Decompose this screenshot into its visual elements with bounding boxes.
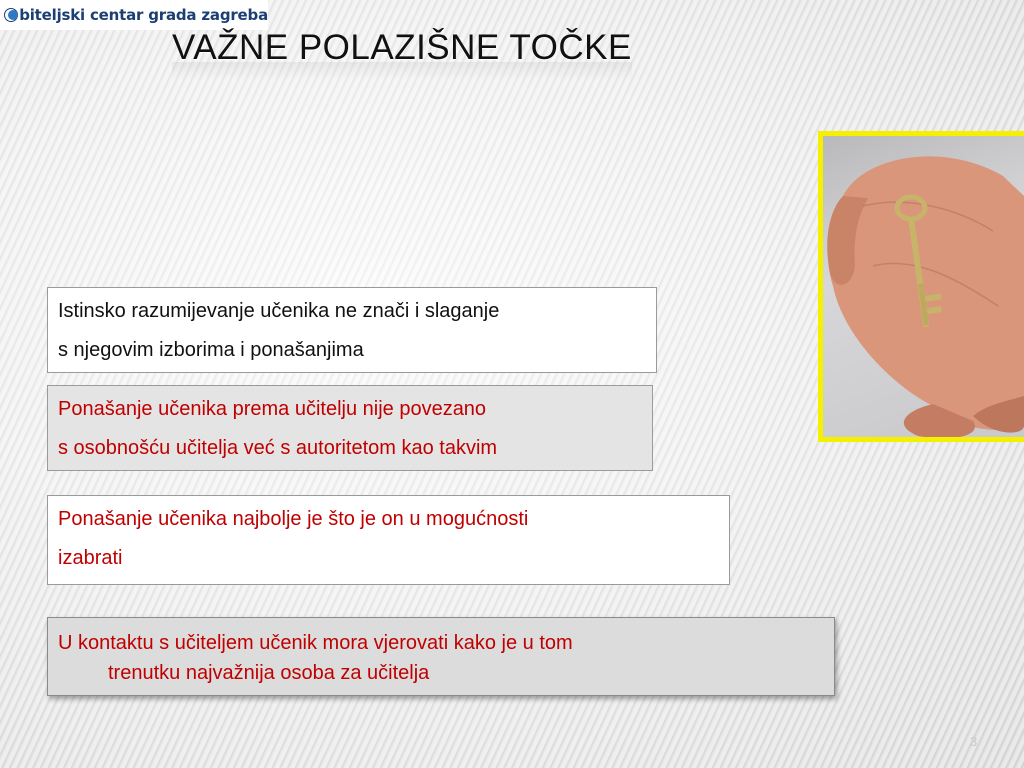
logo-text: biteljski centar grada zagreba bbox=[19, 6, 268, 24]
slide-title: VAŽNE POLAZIŠNE TOČKE bbox=[172, 28, 632, 67]
logo bbox=[0, 0, 268, 30]
statement-2-line-1: Ponašanje učenika prema učitelju nije povezano bbox=[58, 398, 487, 420]
statement-box-1 bbox=[47, 287, 657, 373]
statement-3-line-2: izabrati bbox=[58, 547, 123, 569]
statement-box-3 bbox=[47, 495, 730, 585]
statement-1-line-1: Istinsko razumijevanje učenika ne znači i slaganje bbox=[58, 300, 500, 322]
logo-mark-icon bbox=[4, 7, 17, 23]
statement-3-line-1: Ponašanje učenika najbolje je što je on u mogućnosti bbox=[58, 508, 529, 530]
statement-box-2 bbox=[47, 385, 653, 471]
statement-1-line-2: s njegovim izborima i ponašanjima bbox=[58, 339, 364, 361]
hand-holding-key-image bbox=[818, 131, 1024, 442]
statement-4-line-2: trenutku najvažnija osoba za učitelja bbox=[108, 662, 430, 684]
statement-box-4 bbox=[47, 617, 835, 696]
page-number: 3 bbox=[970, 734, 978, 749]
hand-key-icon bbox=[823, 136, 1024, 442]
statement-4-line-1: U kontaktu s učiteljem učenik mora vjerovati kako je u tom bbox=[58, 632, 573, 654]
statement-2-line-2: s osobnošću učitelja već s autoritetom kao takvim bbox=[58, 437, 498, 459]
